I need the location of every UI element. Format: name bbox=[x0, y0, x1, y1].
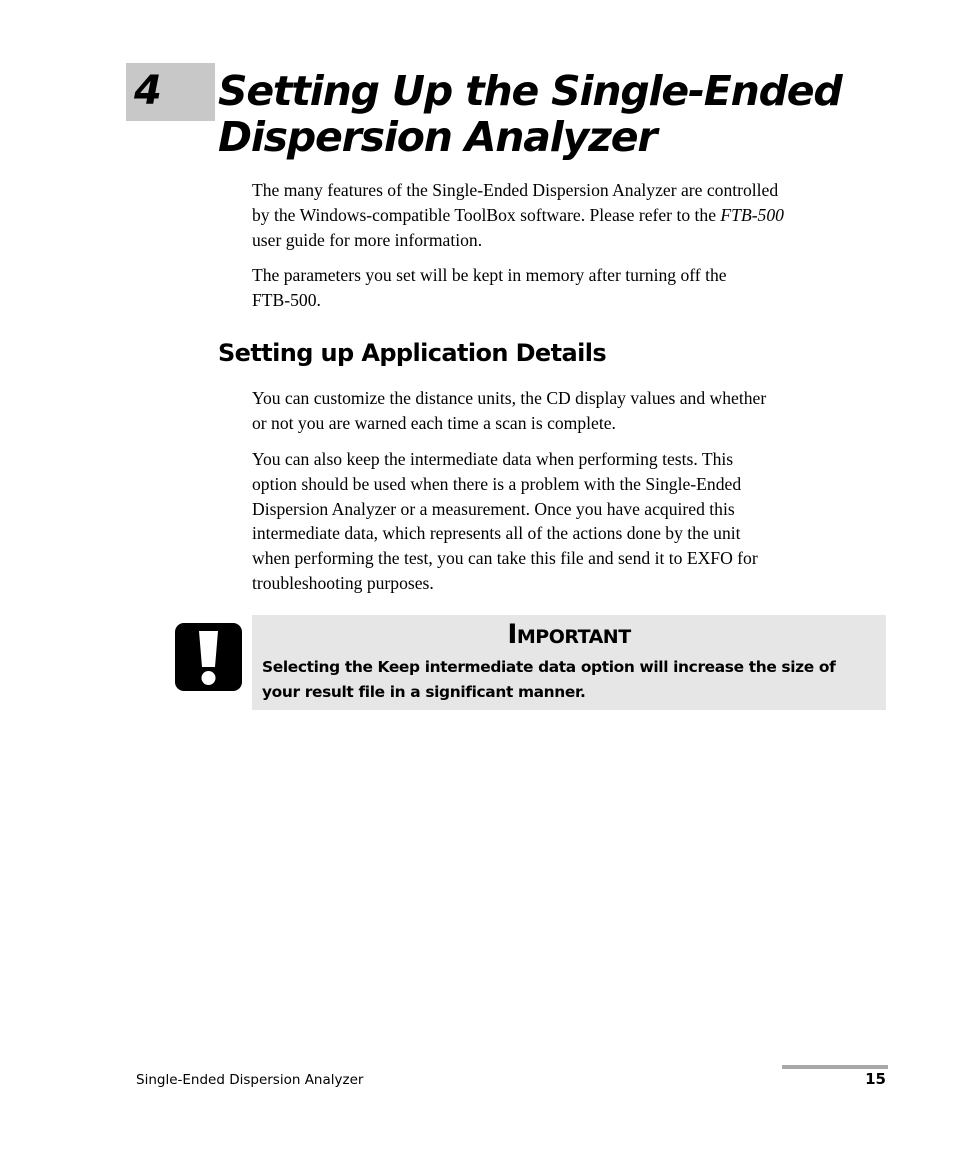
text-line bbox=[252, 203, 892, 228]
chapter-title bbox=[218, 68, 918, 160]
chapter-title-line: Setting Up the Single-Ended bbox=[218, 67, 842, 115]
text-line: FTB-500. bbox=[252, 289, 321, 310]
text-line: intermediate data, which represents all of the actions done by the unit bbox=[252, 523, 741, 544]
exclamation-icon bbox=[175, 623, 242, 691]
text-line: user guide for more information. bbox=[252, 229, 483, 250]
text-line: The parameters you set will be kept in memory after turning off the bbox=[252, 265, 727, 285]
text-line: option should be used when there is a problem with the Single-Ended bbox=[252, 473, 742, 494]
important-text bbox=[262, 655, 882, 705]
chapter-title-line: Dispersion Analyzer bbox=[218, 113, 657, 161]
section-heading: Setting up Application Details bbox=[218, 339, 607, 367]
text-line: The many features of the Single-Ended Dispersion Analyzer are controlled bbox=[252, 180, 779, 200]
text-run: by the Windows-compatible ToolBox software. Please refer to the bbox=[252, 204, 721, 225]
product-name: FTB-500 bbox=[720, 204, 784, 225]
text-line: You can customize the distance units, the CD display values and whether bbox=[252, 388, 767, 408]
text-line: your result file in a significant manner. bbox=[262, 683, 586, 701]
chapter-number: 4 bbox=[134, 68, 162, 114]
intro-paragraph-2 bbox=[252, 263, 892, 313]
text-line: Dispersion Analyzer or a measurement. Once you have acquired this bbox=[252, 498, 735, 519]
text-line: when performing the test, you can take this file and send it to EXFO for bbox=[252, 548, 758, 569]
footer-title: Single-Ended Dispersion Analyzer bbox=[136, 1072, 364, 1088]
page-number: 15 bbox=[865, 1070, 886, 1088]
text-line: Selecting the Keep intermediate data option will increase the size of bbox=[262, 658, 836, 676]
intro-paragraph-1 bbox=[252, 178, 892, 252]
text-line: troubleshooting purposes. bbox=[252, 572, 434, 593]
important-title: Important bbox=[507, 619, 631, 650]
important-notice bbox=[252, 615, 886, 710]
text-line: or not you are warned each time a scan is complete. bbox=[252, 412, 616, 433]
section-paragraph-2 bbox=[252, 447, 892, 596]
section-paragraph-1 bbox=[252, 386, 892, 436]
text-line: You can also keep the intermediate data when performing tests. This bbox=[252, 449, 734, 469]
